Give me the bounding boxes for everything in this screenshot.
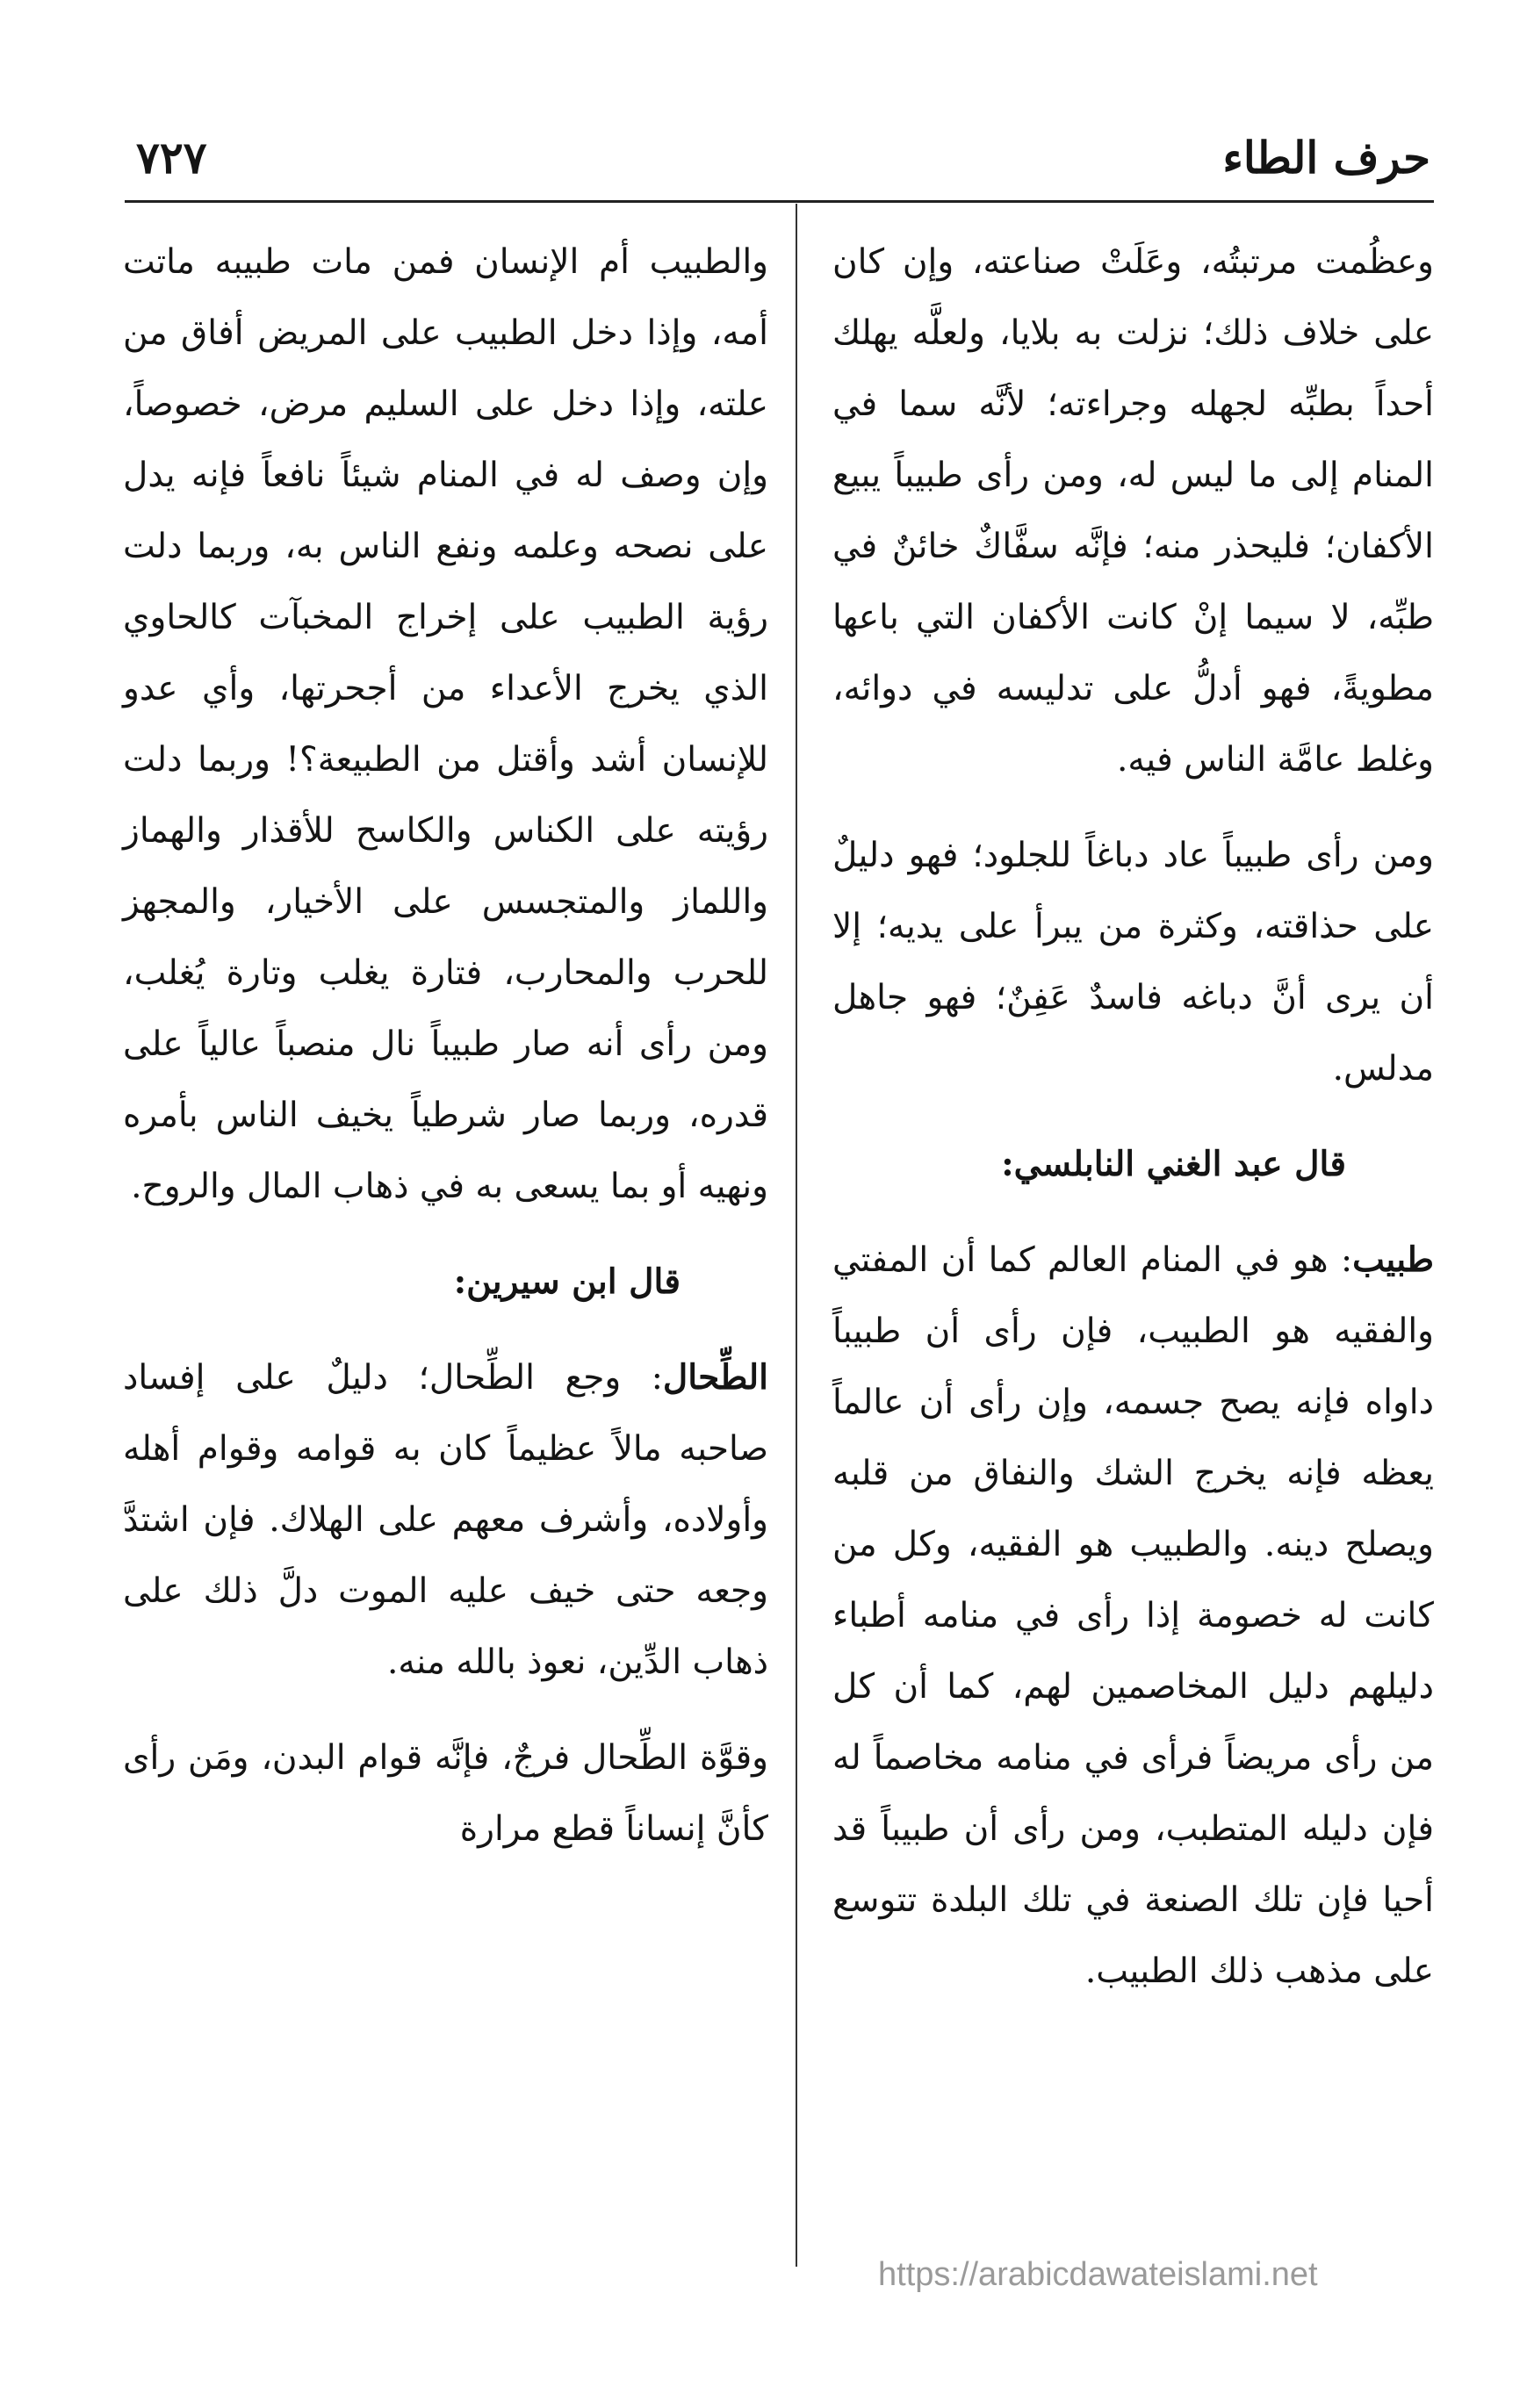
entry-keyword: الطِّحال	[662, 1357, 768, 1398]
paragraph: والطبيب أم الإنسان فمن مات طبيبه ماتت أمه، وإذا دخل الطبيب على المريض أفاق من علته، وإذا دخل على السليم مرض، خصوصاً، وإن وصف له في المنام شيئاً نافعاً فإنه يدل على نصحه وعلمه ونفع الناس به، وربما دلت رؤية الطبيب على إخراج المخبآت كالحاوي الذي يخرج الأعداء من أجحرتها، وأي عدو للإنسان أشد وأقتل من الطبيعة؟! وربما دلت رؤيته على الكناس والكاسح للأقذار والهماز واللماز والمتجسس على الأخيار، والمجهز للحرب والمحارب، فتارة يغلب وتارة يُغلب، ومن رأى أنه صار طبيباً نال منصباً عالياً على قدره، وربما صار شرطياً يخيف الناس بأمره ونهيه أو بما يسعى به في ذهاب المال والروح.	[123, 242, 768, 1206]
paragraph	[123, 1342, 768, 1698]
left-column	[123, 226, 768, 1889]
entry-text: : وجع الطِّحال؛ دليلٌ على إفساد صاحبه مالاً عظيماً كان به قوامه وقوام أهله وأولاده، وأشرف معهم على الهلاك. فإن اشتدَّ وجعه حتى خيف عليه الموت دلَّ ذلك على ذهاب الدِّين، نعوذ بالله منه.	[123, 1358, 768, 1682]
section-heading: قال ابن سيرين:	[453, 1262, 681, 1302]
column-divider	[796, 204, 797, 2267]
watermark-url: https://arabicdawateislami.net	[878, 2256, 1318, 2293]
paragraph: وعظُمت مرتبتُه، وعَلَتْ صناعته، وإن كان على خلاف ذلك؛ نزلت به بلايا، ولعلَّه يهلك أحداً بطبِّه لجهله وجراءته؛ لأنَّه سما في المنام إلى ما ليس له، ومن رأى طبيباً يبيع الأكفان؛ فليحذر منه؛ فإنَّه سفَّاكٌ خائنٌ في طبِّه، لا سيما إنْ كانت الأكفان التي باعها مطويةً، فهو أدلُّ على تدليسه في دوائه، وغلط عامَّة الناس فيه.	[832, 242, 1434, 780]
paragraph	[832, 1225, 1434, 2007]
right-column	[832, 226, 1434, 2031]
running-head: حرف الطاء	[1222, 132, 1430, 183]
paragraph: ومن رأى طبيباً عاد دباغاً للجلود؛ فهو دليلٌ على حذاقته، وكثرة من يبرأ على يديه؛ إلا أن يرى أنَّ دباغه فاسدٌ عَفِنٌ؛ فهو جاهل مدلس.	[832, 836, 1434, 1089]
entry-text: : هو في المنام العالم كما أن المفتي والفقيه هو الطبيب، فإن رأى أن طبيباً داواه فإنه يصح جسمه، وإن رأى أن عالماً يعظه فإنه يخرج الشك والنفاق من قلبه ويصلح دينه. والطبيب هو الفقيه، وكل من كانت له خصومة إذا رأى في منامه أطباء دليلهم دليل المخاصمين لهم، كما أن كل من رأى مريضاً فرأى في منامه مخاصماً له فإن دليله المتطبب، ومن رأى أن طبيباً قد أحيا فإن تلك الصنعة في تلك البلدة تتوسع على مذهب ذلك الطبيب.	[832, 1240, 1434, 1991]
entry-keyword: طبيب	[1352, 1240, 1434, 1280]
page-number: ٧٢٧	[136, 132, 207, 183]
section-heading: قال عبد الغني النابلسي:	[1001, 1144, 1346, 1184]
paragraph: وقوَّة الطِّحال فرجٌ، فإنَّه قوام البدن، ومَن رأى كأنَّ إنساناً قطع مرارة	[123, 1738, 768, 1849]
header-rule	[125, 200, 1434, 203]
